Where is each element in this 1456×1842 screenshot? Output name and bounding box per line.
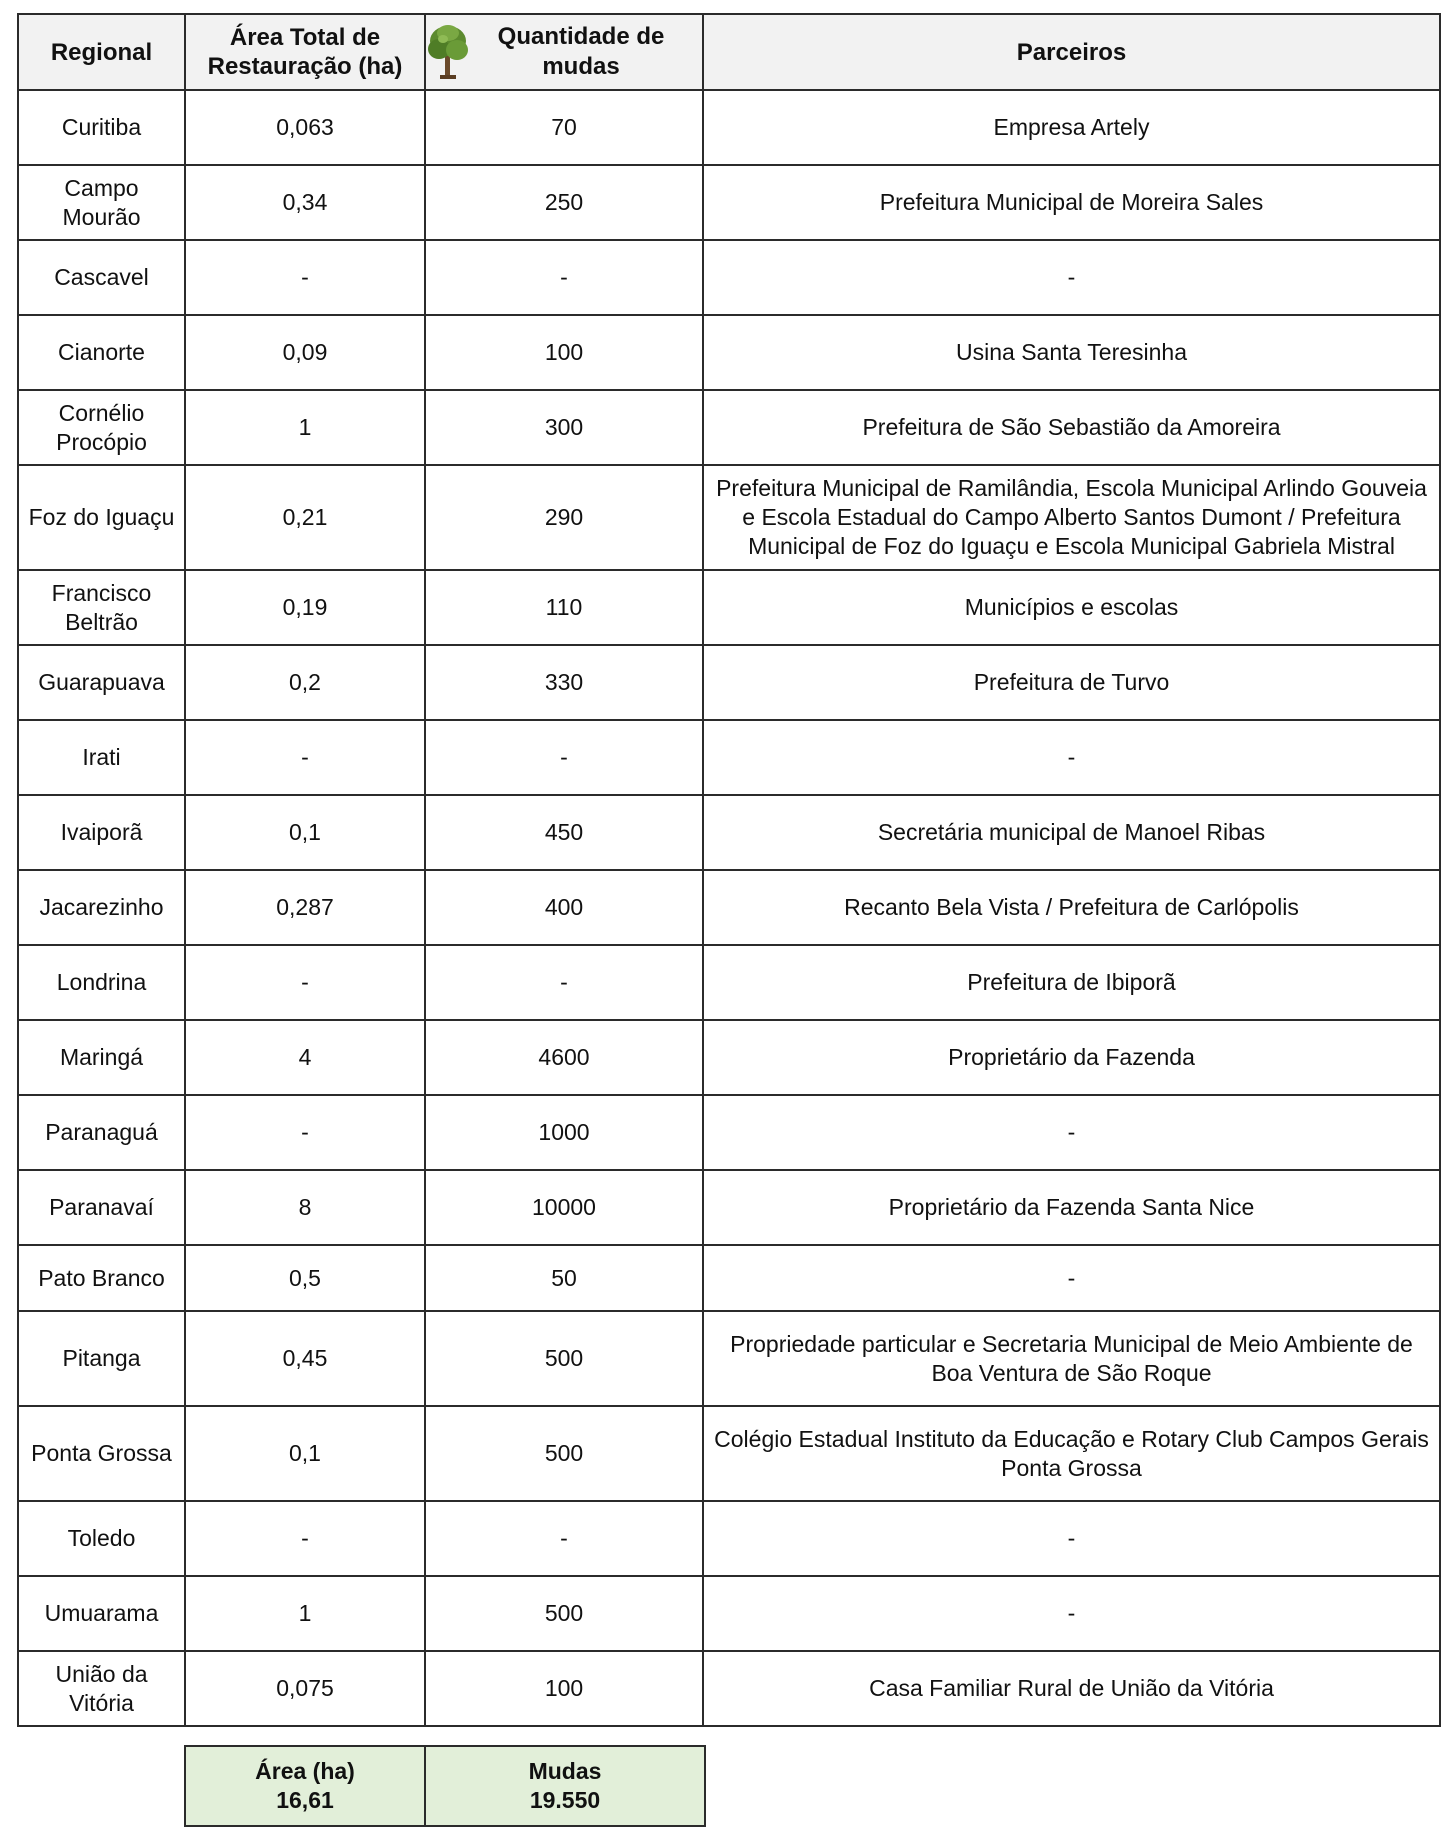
total-area-value: 16,61 bbox=[276, 1787, 334, 1813]
cell-area: 0,45 bbox=[185, 1311, 425, 1406]
table-row bbox=[18, 1406, 1440, 1501]
table-row bbox=[18, 315, 1440, 390]
cell-regional: Toledo bbox=[18, 1501, 185, 1576]
table-row bbox=[18, 720, 1440, 795]
cell-regional: Cascavel bbox=[18, 240, 185, 315]
cell-area: - bbox=[185, 240, 425, 315]
header-parceiros: Parceiros bbox=[703, 14, 1440, 90]
cell-area: 0,5 bbox=[185, 1245, 425, 1311]
cell-regional: Ivaiporã bbox=[18, 795, 185, 870]
cell-parceiros: Proprietário da Fazenda Santa Nice bbox=[703, 1170, 1440, 1245]
header-quantidade-label: Quantidade de mudas bbox=[497, 23, 665, 80]
cell-regional: Ponta Grossa bbox=[18, 1406, 185, 1501]
cell-parceiros: Prefeitura Municipal de Ramilândia, Escola Municipal Arlindo Gouveia e Escola Estadual do Campo Alberto Santos Dumont / Prefeitura Municipal de Foz do Iguaçu e Escola Municipal Gabriela Mistral bbox=[703, 465, 1440, 570]
cell-area: - bbox=[185, 945, 425, 1020]
table-row bbox=[18, 465, 1440, 570]
cell-area: - bbox=[185, 720, 425, 795]
totals-row bbox=[185, 1746, 705, 1826]
table-row bbox=[18, 1095, 1440, 1170]
cell-area: 0,19 bbox=[185, 570, 425, 645]
cell-area: - bbox=[185, 1095, 425, 1170]
cell-area: 0,1 bbox=[185, 1406, 425, 1501]
cell-area: 1 bbox=[185, 1576, 425, 1651]
cell-parceiros: - bbox=[703, 1576, 1440, 1651]
cell-regional: Maringá bbox=[18, 1020, 185, 1095]
cell-mudas: - bbox=[425, 720, 703, 795]
cell-mudas: 110 bbox=[425, 570, 703, 645]
cell-mudas: 4600 bbox=[425, 1020, 703, 1095]
cell-parceiros: - bbox=[703, 1095, 1440, 1170]
cell-mudas: - bbox=[425, 945, 703, 1020]
cell-regional: Paranavaí bbox=[18, 1170, 185, 1245]
cell-mudas: 450 bbox=[425, 795, 703, 870]
cell-parceiros: - bbox=[703, 240, 1440, 315]
cell-regional: Francisco Beltrão bbox=[18, 570, 185, 645]
cell-area: 4 bbox=[185, 1020, 425, 1095]
cell-area: 0,21 bbox=[185, 465, 425, 570]
table-row bbox=[18, 1651, 1440, 1726]
total-mudas-value: 19.550 bbox=[529, 1787, 601, 1813]
cell-area: 0,063 bbox=[185, 90, 425, 165]
cell-parceiros: Proprietário da Fazenda bbox=[703, 1020, 1440, 1095]
total-area-cell bbox=[185, 1746, 425, 1826]
cell-regional: Cianorte bbox=[18, 315, 185, 390]
header-quantidade bbox=[425, 14, 703, 90]
cell-parceiros: Prefeitura de São Sebastião da Amoreira bbox=[703, 390, 1440, 465]
table-row bbox=[18, 240, 1440, 315]
table-row bbox=[18, 1311, 1440, 1406]
cell-parceiros: - bbox=[703, 1501, 1440, 1576]
table-row bbox=[18, 870, 1440, 945]
cell-parceiros: - bbox=[703, 1245, 1440, 1311]
cell-regional: Guarapuava bbox=[18, 645, 185, 720]
cell-mudas: 50 bbox=[425, 1245, 703, 1311]
cell-mudas: 100 bbox=[425, 1651, 703, 1726]
total-mudas-cell bbox=[425, 1746, 705, 1826]
cell-regional: União da Vitória bbox=[18, 1651, 185, 1726]
cell-parceiros: Prefeitura de Turvo bbox=[703, 645, 1440, 720]
cell-parceiros: Recanto Bela Vista / Prefeitura de Carlópolis bbox=[703, 870, 1440, 945]
cell-mudas: 70 bbox=[425, 90, 703, 165]
cell-mudas: 290 bbox=[425, 465, 703, 570]
cell-mudas: 330 bbox=[425, 645, 703, 720]
cell-regional: Paranaguá bbox=[18, 1095, 185, 1170]
header-regional: Regional bbox=[18, 14, 185, 90]
totals-table bbox=[184, 1745, 706, 1827]
cell-area: 0,1 bbox=[185, 795, 425, 870]
cell-mudas: 400 bbox=[425, 870, 703, 945]
restoration-table bbox=[17, 13, 1441, 1727]
cell-parceiros: - bbox=[703, 720, 1440, 795]
table-row bbox=[18, 795, 1440, 870]
table-row bbox=[18, 1245, 1440, 1311]
cell-parceiros: Prefeitura Municipal de Moreira Sales bbox=[703, 165, 1440, 240]
cell-regional: Campo Mourão bbox=[18, 165, 185, 240]
cell-parceiros: Prefeitura de Ibiporã bbox=[703, 945, 1440, 1020]
cell-mudas: 100 bbox=[425, 315, 703, 390]
table-row bbox=[18, 1576, 1440, 1651]
table-row bbox=[18, 165, 1440, 240]
cell-parceiros: Secretária municipal de Manoel Ribas bbox=[703, 795, 1440, 870]
header-area: Área Total de Restauração (ha) bbox=[185, 14, 425, 90]
cell-area: 0,09 bbox=[185, 315, 425, 390]
cell-area: 1 bbox=[185, 390, 425, 465]
cell-area: - bbox=[185, 1501, 425, 1576]
total-mudas-label: Mudas bbox=[528, 1758, 602, 1784]
table-row bbox=[18, 570, 1440, 645]
table-row bbox=[18, 90, 1440, 165]
cell-area: 0,34 bbox=[185, 165, 425, 240]
cell-parceiros: Empresa Artely bbox=[703, 90, 1440, 165]
cell-regional: Pato Branco bbox=[18, 1245, 185, 1311]
cell-mudas: 500 bbox=[425, 1406, 703, 1501]
total-area-label: Área (ha) bbox=[255, 1758, 355, 1784]
cell-area: 8 bbox=[185, 1170, 425, 1245]
cell-parceiros: Usina Santa Teresinha bbox=[703, 315, 1440, 390]
cell-area: 0,287 bbox=[185, 870, 425, 945]
cell-mudas: 10000 bbox=[425, 1170, 703, 1245]
table-row bbox=[18, 1170, 1440, 1245]
cell-mudas: 1000 bbox=[425, 1095, 703, 1170]
table-row bbox=[18, 390, 1440, 465]
tree-icon bbox=[426, 23, 470, 81]
cell-regional: Pitanga bbox=[18, 1311, 185, 1406]
cell-regional: Irati bbox=[18, 720, 185, 795]
cell-area: 0,075 bbox=[185, 1651, 425, 1726]
cell-area: 0,2 bbox=[185, 645, 425, 720]
cell-mudas: 500 bbox=[425, 1576, 703, 1651]
table-header-row bbox=[18, 14, 1440, 90]
cell-regional: Jacarezinho bbox=[18, 870, 185, 945]
cell-parceiros: Propriedade particular e Secretaria Municipal de Meio Ambiente de Boa Ventura de São Roque bbox=[703, 1311, 1440, 1406]
cell-mudas: 500 bbox=[425, 1311, 703, 1406]
cell-mudas: - bbox=[425, 240, 703, 315]
table-row bbox=[18, 645, 1440, 720]
table-row bbox=[18, 1020, 1440, 1095]
cell-parceiros: Colégio Estadual Instituto da Educação e Rotary Club Campos Gerais Ponta Grossa bbox=[703, 1406, 1440, 1501]
table-row bbox=[18, 1501, 1440, 1576]
cell-regional: Umuarama bbox=[18, 1576, 185, 1651]
cell-mudas: 250 bbox=[425, 165, 703, 240]
cell-regional: Foz do Iguaçu bbox=[18, 465, 185, 570]
cell-mudas: 300 bbox=[425, 390, 703, 465]
cell-parceiros: Casa Familiar Rural de União da Vitória bbox=[703, 1651, 1440, 1726]
cell-parceiros: Municípios e escolas bbox=[703, 570, 1440, 645]
cell-mudas: - bbox=[425, 1501, 703, 1576]
table-row bbox=[18, 945, 1440, 1020]
cell-regional: Cornélio Procópio bbox=[18, 390, 185, 465]
cell-regional: Curitiba bbox=[18, 90, 185, 165]
cell-regional: Londrina bbox=[18, 945, 185, 1020]
